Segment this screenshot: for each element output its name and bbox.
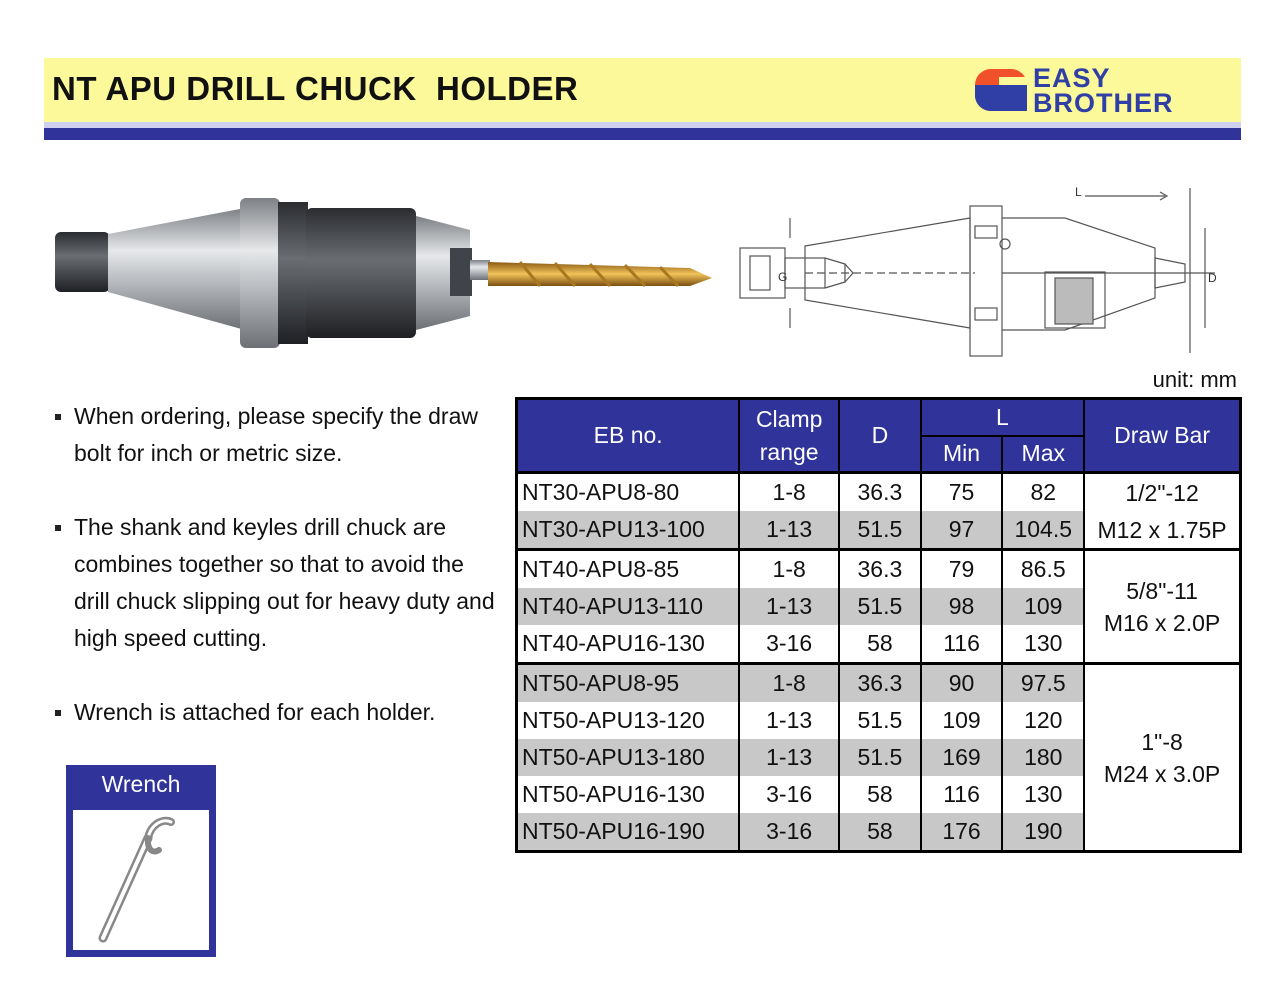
cell-clamp: 3-16 — [739, 813, 839, 852]
cell-d: 51.5 — [839, 511, 921, 550]
cell-max: 130 — [1002, 625, 1084, 664]
cell-clamp: 1-13 — [739, 511, 839, 550]
hook-wrench-icon — [73, 810, 209, 950]
cell-model: NT40-APU8-85 — [517, 550, 740, 589]
brand-logo-icon — [973, 63, 1033, 117]
cell-model: NT50-APU13-180 — [517, 739, 740, 776]
cell-min: 116 — [921, 625, 1003, 664]
brand-logo — [973, 63, 1233, 117]
cell-max: 104.5 — [1002, 511, 1084, 550]
cell-clamp: 1-13 — [739, 739, 839, 776]
cell-d: 51.5 — [839, 702, 921, 739]
header-clamp-line2: range — [759, 438, 819, 465]
cell-model: NT30-APU8-80 — [517, 473, 740, 512]
cell-min: 116 — [921, 776, 1003, 813]
draw-bar-metric: M24 x 3.0P — [1103, 760, 1221, 787]
cell-d: 58 — [839, 813, 921, 852]
cell-clamp: 1-8 — [739, 473, 839, 512]
cell-draw-bar: 1/2"-12 — [1084, 473, 1240, 512]
cell-model: NT30-APU13-100 — [517, 511, 740, 550]
header-l-max: Max — [1002, 436, 1084, 473]
cell-min: 98 — [921, 588, 1003, 625]
note-wrench: Wrench is attached for each holder. — [52, 694, 502, 731]
brand-name-line2: BROTHER — [1033, 88, 1174, 118]
cell-max: 82 — [1002, 473, 1084, 512]
cell-max: 86.5 — [1002, 550, 1084, 589]
cell-clamp: 1-13 — [739, 588, 839, 625]
cell-clamp: 1-8 — [739, 664, 839, 703]
table-row — [517, 664, 1241, 703]
wrench-image — [73, 810, 209, 950]
cell-draw-bar: M12 x 1.75P — [1084, 511, 1240, 550]
cell-d: 51.5 — [839, 588, 921, 625]
cell-min: 109 — [921, 702, 1003, 739]
note-ordering: When ordering, please specify the draw bolt for inch or metric size. — [52, 398, 502, 472]
cell-d: 58 — [839, 776, 921, 813]
wrench-title: Wrench — [101, 771, 181, 797]
cell-clamp: 3-16 — [739, 776, 839, 813]
cell-clamp: 3-16 — [739, 625, 839, 664]
wrench-panel — [66, 765, 216, 957]
header-eb-no: EB no. — [517, 399, 740, 473]
spec-table — [515, 397, 1242, 853]
cell-min: 176 — [921, 813, 1003, 852]
drawing-label-l: L — [1075, 185, 1082, 199]
draw-bar-metric: M16 x 2.0P — [1103, 609, 1221, 636]
page-title: NT APU DRILL CHUCK HOLDER — [52, 70, 579, 107]
cell-min: 79 — [921, 550, 1003, 589]
cell-clamp: 1-13 — [739, 702, 839, 739]
header-underline — [44, 122, 1241, 140]
header-l-min: Min — [921, 436, 1003, 473]
cell-model: NT40-APU13-110 — [517, 588, 740, 625]
cell-max: 109 — [1002, 588, 1084, 625]
header-clamp-line1: Clamp — [755, 405, 823, 432]
cell-min: 90 — [921, 664, 1003, 703]
table-row — [517, 473, 1241, 512]
header-l: L — [921, 399, 1084, 436]
cell-d: 36.3 — [839, 664, 921, 703]
cell-clamp: 1-8 — [739, 550, 839, 589]
header-banner — [44, 58, 1241, 122]
product-photo — [50, 190, 720, 365]
cell-min: 97 — [921, 511, 1003, 550]
cell-max: 120 — [1002, 702, 1084, 739]
cell-d: 51.5 — [839, 739, 921, 776]
table-row — [517, 511, 1241, 550]
draw-bar-inch: 1"-8 — [1141, 728, 1183, 755]
note-shank: The shank and keyles drill chuck are combines together so that to avoid the drill chuck slipping out for heavy duty and high speed cutting. — [52, 509, 502, 657]
cell-max: 130 — [1002, 776, 1084, 813]
draw-bar-inch: 5/8"-11 — [1126, 577, 1198, 604]
cell-model: NT50-APU16-190 — [517, 813, 740, 852]
cell-d: 58 — [839, 625, 921, 664]
cell-max: 97.5 — [1002, 664, 1084, 703]
cell-model: NT50-APU16-130 — [517, 776, 740, 813]
header-d: D — [839, 399, 921, 473]
technical-drawing — [735, 178, 1225, 363]
cell-min: 75 — [921, 473, 1003, 512]
cell-max: 190 — [1002, 813, 1084, 852]
cell-model: NT50-APU8-95 — [517, 664, 740, 703]
cell-max: 180 — [1002, 739, 1084, 776]
unit-label: unit: mm — [1152, 367, 1237, 392]
cell-min: 169 — [921, 739, 1003, 776]
cell-model: NT50-APU13-120 — [517, 702, 740, 739]
drawing-label-g: G — [778, 270, 788, 284]
header-clamp-range — [739, 399, 839, 473]
cell-d: 36.3 — [839, 473, 921, 512]
cell-draw-bar — [1084, 550, 1240, 664]
table-row — [517, 550, 1241, 589]
cell-model: NT40-APU16-130 — [517, 625, 740, 664]
notes-list — [52, 398, 502, 768]
header-draw-bar: Draw Bar — [1084, 399, 1240, 473]
brand-name-line1: EASY — [1033, 63, 1111, 93]
cell-d: 36.3 — [839, 550, 921, 589]
drawing-label-d: D — [1208, 271, 1217, 285]
cell-draw-bar — [1084, 664, 1240, 852]
